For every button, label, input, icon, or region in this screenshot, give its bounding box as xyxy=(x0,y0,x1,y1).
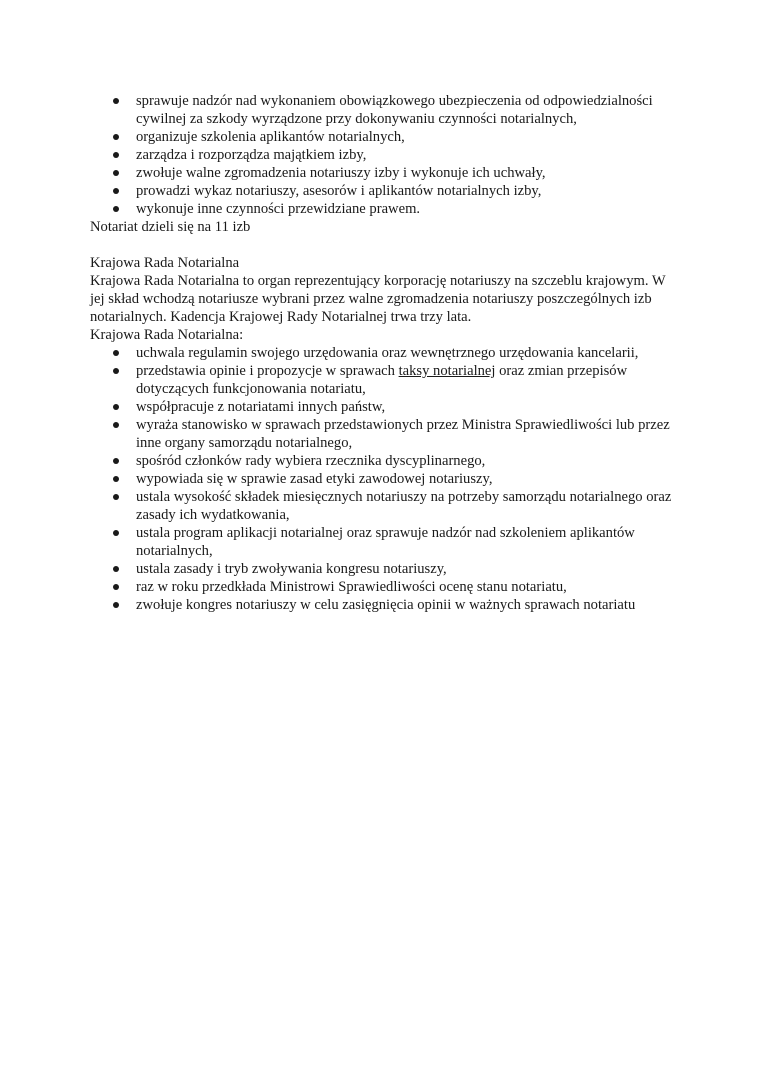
list-item xyxy=(90,452,680,470)
list-item xyxy=(90,200,680,218)
list-item xyxy=(90,164,680,182)
list-item xyxy=(90,578,680,596)
list-item-text: prowadzi wykaz notariuszy, asesorów i aplikantów notarialnych izby, xyxy=(136,183,542,199)
list-item xyxy=(90,488,680,524)
list-item-text: współpracuje z notariatami innych państw, xyxy=(136,399,386,415)
list-item-text: spośród członków rady wybiera rzecznika dyscyplinarnego, xyxy=(136,453,486,469)
list-item xyxy=(90,182,680,200)
list-item-text: uchwala regulamin swojego urzędowania oraz wewnętrznego urzędowania kancelarii, xyxy=(136,345,639,361)
chamber-duties-list xyxy=(90,92,680,218)
list-item-text-after-link: oraz zmian przepisów dotyczących funkcjonowania notariatu, xyxy=(136,363,628,397)
list-item-text: wypowiada się w sprawie zasad etyki zawodowej notariuszy, xyxy=(136,471,493,487)
list-item-text: ustala zasady i tryb zwoływania kongresu notariuszy, xyxy=(136,561,447,577)
section-intro: Krajowa Rada Notarialna: xyxy=(90,327,244,343)
list-item xyxy=(90,344,680,362)
list-item-text: ustala wysokość składek miesięcznych notariuszy na potrzeby samorządu notarialnego oraz zasady ich wydatkowania, xyxy=(136,489,672,523)
council-duties-list xyxy=(90,344,680,614)
list-item xyxy=(90,524,680,560)
list-item xyxy=(90,560,680,578)
list-item-text: ustala program aplikacji notarialnej oraz sprawuje nadzór nad szkoleniem aplikantów notarialnych, xyxy=(136,525,635,559)
section-heading: Krajowa Rada Notarialna xyxy=(90,255,240,271)
list-item xyxy=(90,470,680,488)
list-item xyxy=(90,596,680,614)
document-page xyxy=(90,92,680,614)
blank-line xyxy=(90,236,680,254)
list-item xyxy=(90,416,680,452)
list-item-text: zwołuje walne zgromadzenia notariuszy izby i wykonuje ich uchwały, xyxy=(136,165,546,181)
list-item-text: zarządza i rozporządza majątkiem izby, xyxy=(136,147,367,163)
list-item-text-before-link: przedstawia opinie i propozycje w sprawach xyxy=(136,363,399,379)
notariat-chambers-line: Notariat dzieli się na 11 izb xyxy=(90,219,251,235)
list-item-text: sprawuje nadzór nad wykonaniem obowiązkowego ubezpieczenia od odpowiedzialności cywilnej za szkody wyrządzone przy dokonywaniu czynności notarialnych, xyxy=(136,93,653,127)
list-item xyxy=(90,146,680,164)
list-item xyxy=(90,362,680,398)
list-item xyxy=(90,92,680,128)
list-item-text: wykonuje inne czynności przewidziane prawem. xyxy=(136,201,421,217)
list-item xyxy=(90,398,680,416)
taksy-notarialnej-link[interactable]: taksy notarialnej xyxy=(398,363,496,379)
list-item xyxy=(90,128,680,146)
section-paragraph: Krajowa Rada Notarialna to organ reprezentujący korporację notariuszy na szczeblu krajowym. W jej skład wchodzą notariusze wybrani przez walne zgromadzenia notariuszy poszczególnych izb notarialnych. Kadencja Krajowej Rady Notarialnej trwa trzy lata. xyxy=(90,273,666,325)
list-item-text: zwołuje kongres notariuszy w celu zasięgnięcia opinii w ważnych sprawach notariatu xyxy=(136,597,636,613)
list-item-text: wyraża stanowisko w sprawach przedstawionych przez Ministra Sprawiedliwości lub przez inne organy samorządu notarialnego, xyxy=(136,417,670,451)
list-item-text: raz w roku przedkłada Ministrowi Sprawiedliwości ocenę stanu notariatu, xyxy=(136,579,567,595)
list-item-text: organizuje szkolenia aplikantów notarialnych, xyxy=(136,129,405,145)
